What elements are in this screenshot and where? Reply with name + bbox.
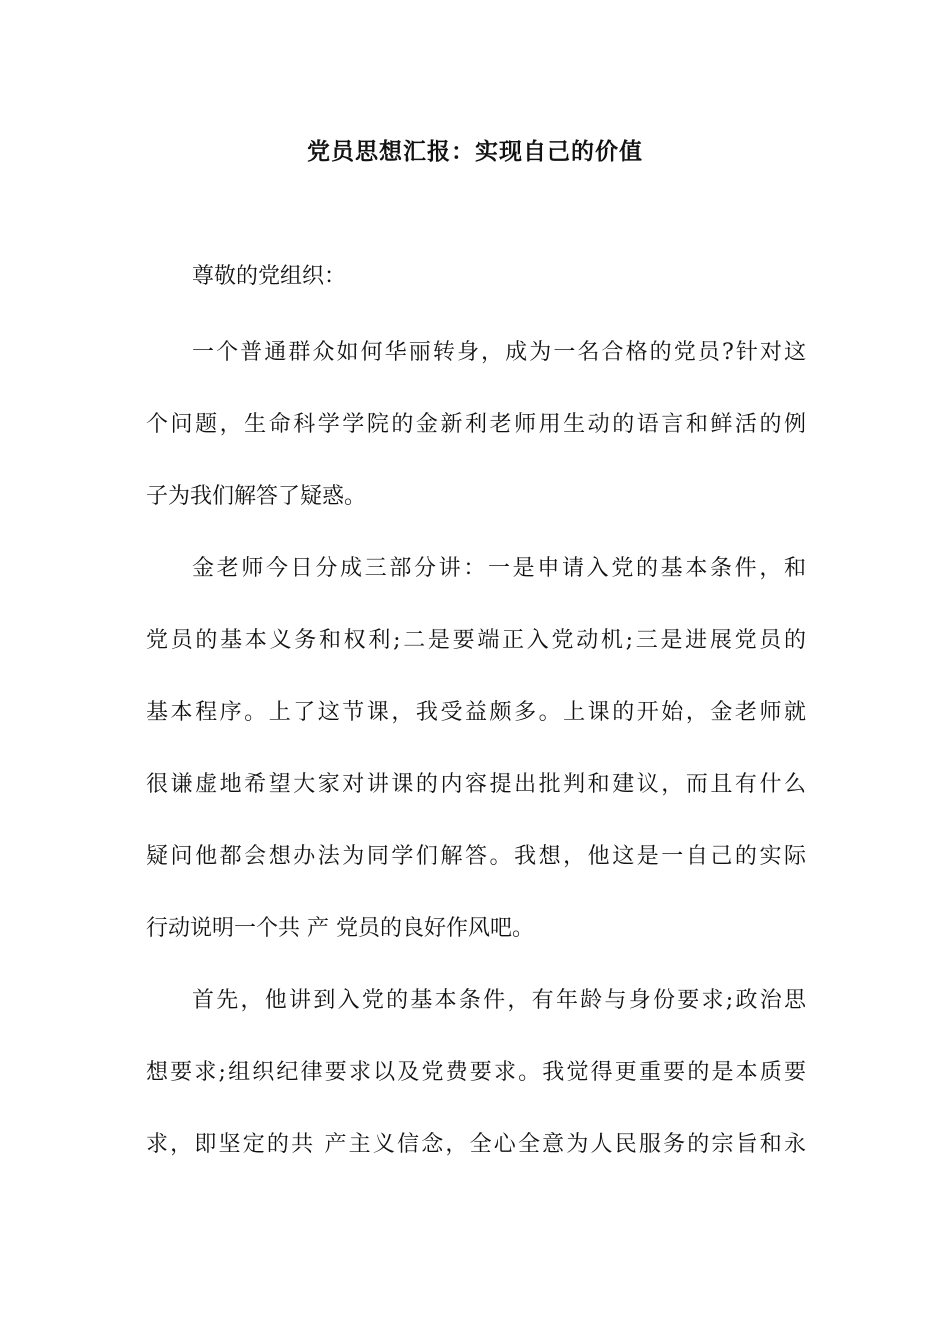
paragraph-line: 疑问他都会想办法为同学们解答。我想，他这是一自己的实际 <box>146 844 806 869</box>
paragraph-line: 很谦虚地希望大家对讲课的内容提出批判和建议，而且有什么 <box>146 772 806 797</box>
paragraph-line: 党员的基本义务和权利;二是要端正入党动机;三是进展党员的 <box>146 628 806 653</box>
paragraph-line: 一个普通群众如何华丽转身，成为一名合格的党员?针对这 <box>192 340 806 365</box>
paragraph-line: 行动说明一个共 产 党员的良好作风吧。 <box>146 916 534 941</box>
paragraph-line: 首先，他讲到入党的基本条件，有年龄与身份要求;政治思 <box>192 988 806 1013</box>
document-title: 党员思想汇报：实现自己的价值 <box>307 139 643 165</box>
paragraph-line: 子为我们解答了疑惑。 <box>146 484 367 509</box>
paragraph-line: 个问题，生命科学学院的金新利老师用生动的语言和鲜活的例 <box>146 412 806 437</box>
salutation: 尊敬的党组织： <box>192 264 347 289</box>
paragraph-line: 金老师今日分成三部分讲：一是申请入党的基本条件，和 <box>192 556 806 581</box>
paragraph-line: 求，即坚定的共 产主义信念，全心全意为人民服务的宗旨和永 <box>146 1132 806 1157</box>
paragraph-line: 基本程序。上了这节课，我受益颇多。上课的开始，金老师就 <box>146 700 806 725</box>
paragraph-line: 想要求;组织纪律要求以及党费要求。我觉得更重要的是本质要 <box>146 1060 806 1085</box>
